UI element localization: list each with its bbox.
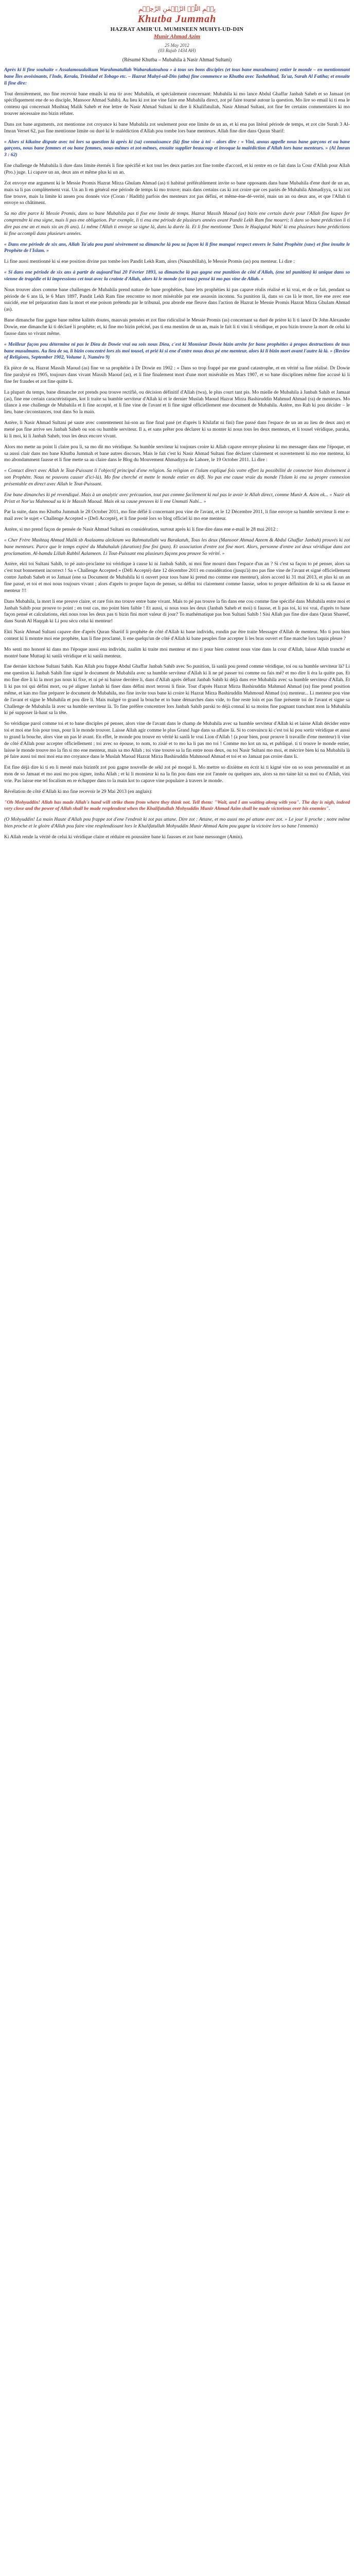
paragraph: « Alors si kikaine dispute avec toi lors sa question là après ki (sa) connaissance (là) fine vine à toi – alors dire : « Vini, anous appelle nous bane garçons et ou bane garçons, nous bane femmes et ou bane femmes, nous-mêmes et zot-mêmes, ensuite supplier beaucoup et invoque la malédiction d'Allah lors bane menteurs. » (Al Imran 3 : 62) [4,139,350,158]
paragraph: Astère, si mo prend façon de pensée de Nasir Ahmad Sultani en considération, surtout après ki li fine dire dans ene e-mail le 28 mai 2012 : [4,527,278,533]
paragraph: Astère, ekti toi Sultani Sahib, to pé auto-proclame toi véridique à cause ki ni Janbah Sahib, ni moi fine mourri dans l'espace d'un an ? Si c'est sa façon to pé penser, alors sa c'est tout bonnement incorrect ! Sa « Challenge Accepted » (Défi Accepté) date 12 décembre 2011 en considération (jusqu'à) mo pas fine vine de l'avant et signé officiellement contre Janbah Saheb et so Jamaat (ene sa Document de Mubahila ki ti ouvert pour tous bane ki prend mo comme ene menteur), alors accord ki 31 mai 2013, et plus ki un an fine passé, et toi et moi nous toujours vivant ; alors d'après to propre façon de penser, sa défini toi clairement comme fausse, selon to propre définition de ki sa ek fausse et menteur !!! [4,561,350,594]
paragraph: Mo senti mo honoré ki dans mo l'époque aussi ena individu, zaalim ki traite moi menteur et mo ti pour bien content nous vine dans la cour d'Allah, laisse Allah tranché et montré bane Muttaqi ki sanlà véridique et ki sanlà menteur. [4,646,350,659]
paragraph: Par la suite, dans mo Khutba Jummah le 28 October 2011, mo fine défié li concernant pou vine de l'avant, et le 12 Décembre 2011, li fine envoye sa humble serviteur li ene e-mail avec le sujet « Challenge Accepted » (Defi Accepté), et li fine posté lors so blog officiel ki mo ene menteur. [4,509,350,522]
paragraph: Ene dernier kitchose Sultani Sahib. Kan Allah pou frappe Abdul Ghaffar Janbah Sahib avec So punition, là sanlà pou prend comme véridique, toi ou sa humble serviteur là? Li ene question ki Janbah Sahib fine signé le document de Mubahila avec sa humble serviteur d'Allah ki li ne pé passer toi comme ou fais mé? et mo dire li éra la quitte pas. Et mo fine dire li ki la mort pas nous ki fixe, et ni pé ni baisse derrière li, dans d'Allah après défunt Janbah Sahib ki déjà dans eve Mubahila avec sa humble serviteur d'Allah. Et li ki pas toi qui défini mort, ou pé aligner Janbah ki finer dans défini mort terroni li finie. Tout d'après Hazrat Mirza Bashiruddin Mahmud Ahmad (ra) fine prend position même, et kan mo fine préparer le document de Mubahila, mo fine invite tous bane ki croire ki Hazrat Mirza Bashiruddin Mahmoud Ahmad (ra) menteur... Li menteur pou vine de l'avant et signe le Mubahila et pou dire li. Mais malgré to grand la bouche et to bane démarches dans vide, to fine reste loin et pas fine présente toi de l'avant et signe sa Challenge de Mubahila là avec sa humble serviteur là. To fine préfère concentrer lors Janbah Sahib parski to déjà connaî ki sa moins fine pagnant tranchant mon la Mubahila ki pé supposer là-haut sa la tête. [4,664,350,716]
paragraph: Révélation de côté d'Allah ki mo fine recevoir le 29 Mai 2013 (en anglais): [4,788,153,794]
paragraph: « Meilleur façon pou détermine ni pas le Dieu de Dowie vrai ou sois nous Dieu, c'est ki Monsieur Dowie bizin arrête fer bane prophéties à propos destructions de tous bane musulmans. Au lieu de sa, li bizin concentré lors zis moi tousel, et prié ki si ene d'entre nous deux pé ene menteur, alors ki li bizin mort avant l'autre là là. » (Review of Religions, September 1902, Volume 1, Numéro 9) [4,341,350,361]
paragraph: Tout dernièrement, mo fine recevoir bane emails ki ena tir avec Mubahila, et spécialement concernant: Mubahila ki mo lance Abdul Ghaffar Janbah Saheb et so Jamaat (et spécifiquement ene de so disciple, Mansoor Ahmad Sahib). Au lieu ki zot ine vine faire ene Mubahila direct, zot pé faire tourné autour la question. Mo lire so email ki ti ena le contenu qui concernait Mushtaq Malik Saheb et ène lettre de Nasir Ahmad Sultani ki dire li Khalifatullah, Nasir Ahmad Sultani, zot fine fer certains commentaires ki mo trouver nécessaire mo bizin réfuter. [4,91,350,117]
bismillah-heading: بِسۡمِ اللّٰہِ الرَّحۡمٰنِ الرَّحِیۡمِ [138,5,216,12]
paragraph: (O Mohyuddin! La main Haute d'Allah pou frappe zot d'ene l'endroit ki zot pas attane. Dire zot : Attane, et mo aussi mo pé attane avec zot. » Le jour li proche ; notre même bien proche et le gloire d'Allah pou faire vine resplendissant lors le Khalifatullah Mohyuddin Munir Ahmad Azim pou gagne la victoire lors so bane l'ennemis) [4,817,350,829]
paragraph: « Dans ene période de six ans, Allah Ta'ala pou puni sévèrement sa dimanche là pou sa façon ki li fine manqué respect envers le Saint Prophète (saw) et fine insulte le Prophète de l'Islam. » [4,241,350,254]
paragraph: Nous trouver alors comme bane challenges de Mubahila prend nature de bane prophéties, bane lets prophéties ki pas capave réalis réalisé et ki vrai, et de ce fait, pendant sa période de 6 ans là, le 6 Mars 1897, Pandit Lekh Ram fine rencontre so mort misérable par ene assassin inconnu. Sa punition là, dans so cas là le mort, lire ene avec ene suicidé, ene tel préparation dans la mort et ene poison prétendu par le tribunal, pou aborde ene fleuve dans l'action de Hazrat le Messie Promis Hazrat Mirza Ghulam Ahmad (as). [4,286,350,313]
paragraph: « Cher Frère Mushtaq Ahmad Malik sb Asalaamu aleikoum wa Rahmatullahi wa Barakatuh, Tous les deux (Mansoor Ahmad Azeem & Abdul Ghaffar Janbah) prouvés ki zot bane menteurs. Parce que le temps expiré du Mubahalah (duration) fine fini (pun). Et association d'entre zot fine mort. Alors, personne d'entre zot deux véridique dans zot proclamation. Al-hamdu Lillah Rabbil Aalameen. Li Tout-Puissant ena plusieurs façons pou prouve So vérité. » [4,537,350,556]
paragraph: Est fine déjà dire ki ti en li mesté mais bizintôt zot pou gagne nouvelle de sékl zot pé moqué li. Mo mettre so dixième en écrit ki ti kigné vire on so sous personnalité et an mon de so Jamaat et mo ausi mo pou signer, insha Allah ; et ki li monsieur ki na la fin pou dans ene zot l'année ou quelques ans, alors sa mo taine kit sa moi ou d'Allah, vini vrie. Pas laisse ene tel focalism en re échapper dans to la main kot to capave vine populaire à travers le monde. [4,765,350,784]
page-title: Khutba Jummah [137,13,217,25]
paragraph: Ekti Nasir Ahmad Sultani capave dire d'après Quran Shariif li prophète de côté d'Allah ki bane individu, rondin par être traite Messager d'Allah de menteur. Mo ti pou bien content ki li montre moi ene prophète, kan li fine proclamé, li ene quelqu'un de côté d'Allah ki bane peuples fine accepter li les bras ouvert et fine marche lors taquis pleure ? [4,629,350,641]
paragraph: Ene challenge de Mubahila li dure dans limite éternés li fine spécifié et kot tout les deux parties zot fine tombe d'accord, et ki rentre en ce fait dans la Cour d'Allah pour Allah (Pro.) juge. Li capave un an, deux ans et même plus ki un an. [4,163,350,175]
subtitle: HAZRAT AMIR'UL MUMINEEN MUHYI-UD-DIN [110,26,244,32]
paragraph: Dans Mubahila, la mort li ene preuve claire, et rare fois mo trouve entre bane vivant. Mais to pé pas trouve la fin dans ene cou comme fine spécifié dans Mubahila entre moi et Janbah Sahib pour prouve to point ; en tout cas, mo point bien faible ! Et aussi, si nous tous les deux (Janbah Saheb et moi) ti fausse, et li pas toi, ki toi vrai, d'après to bane façon pensé et calculations, ekti nous tous les deux pas ti bizin fini mort valeur di jour? To mathématique pas bon Sultani Sahib ! Sisi Allah pas fine dire dans Quran Shareef, dans Surah Al Haqqah ki Li pou sécu celui ki menteur! [4,598,350,624]
speaker-link[interactable]: Munir Ahmad Azim [153,33,201,40]
paragraph: Après ki li fine souhaite « Assalamoualaikum Warahmatullah Wabarakatouhou » à tous ses bons disciples (et tous bane musulmans) entier le monde – en mentionnant bane Îles avoisinants, l'Inde, Kerala, Trinidad et Tobago etc. – Hazrat Muhyi-ud-Din (atba) fine commence so Khutba avec Tashahhud, Ta'uz, Surah Al Fatiha; et ensuite li fine dire: [4,67,350,86]
hijri-date-line: (03 Rajab 1434 AH) [158,48,196,53]
paragraph: Bane dimanche fine gagne bane même kalités doutes, mauvais pensées et zot fine ridiculisé le Messie Promis (as) concernant sa duré de prière ki li ti lancé Dr John Alexander Dowie, ene dimanche ki ti déclaré li prophète; et, ki fine mo bizin précisé, pas ti ena mention de un an, mais le fait li ti vini li véridique, et pou bizin trouve la mort de celui ki fausse dans so vivant même. [4,317,350,336]
khutba-page [0,0,354,852]
paragraph: « Si dans ene période de six ans à partir de aujourd'hui 20 Février 1893, sa dimanche là pas gagne ene punition de côté d'Allah, (ene tel punition) ki unique dans so vienne de tragédie et ki impressions cet tout avec la crainte d'Allah, alors ki le monde (cet tous) pensé ki mo pas vine de Allah. » [4,269,350,282]
paragraph: Ek pièce de sa, Hazrat Massih Maoud (as) fine ve sa prophétie à Dr Dowie en 1902 : « Dans so trop frappé par ene grand catastrophe, et en vérité sa fine réalisé. Dr Dowie fine paralysé en 1905, toujours dans vivant Massih Maoud (as), et li fine finalement mort d'une mort misérable en Mars 1907, et so bane disciplines même fine accusé ki li fine fer fraudes et zot fine quitte li. [4,365,350,384]
sermon-body [4,67,350,841]
paragraph: Ene bane dimanches ki pé revendiqué. Mais à un analytic avec précaution, tout pas comme facilement ki nul pas le avoir le Allah direct, comme Munir A. Azim ek... « Nazir ek Pristt et Nor'us Mahmoud sa ki le Massih Maoud. Mais ek sa cause preuves ki li ene Ummati Nabi... » [4,492,350,504]
paragraph: Li fine aussi mentionné ki si ene position divine pas tombe lors Pandit Lekh Ram, alors (Nauzubillah), le Messie Promis (as) pou menteur. Li dire : [4,259,295,265]
paragraph: Sa mo dire parce ki Messie Promis, dans so bane Mubahila pas ti fixe ene limite de temps. Hazrat Massih Maoud (as) bizin ene certain durée pour l'Allah fine kapav fer comprendre ki ena signe, mais li pas ene obligation. Par exemple, li ti ena ene période de plusieurs années avant Pandit Lekh Ram fine mourri; li dans so bane prédiction li ti dire pas ene an et mais six an (6 ans). Li même l'Allah ti envoye sa signe là, dans la durée là. Et li fine mentionne 'Dans le Haqiqatul Wahi' ki ena plusieurs bane prédictions ki fine accompli dans plusieurs années. [4,211,350,236]
paragraph: So véridique parol comme toi et to bane disciples pé penser, alors vine de l'avant dans le champ de Mubahila avec sa humble serviteur d'Allah ki et laisse Allah décider entre toi et moi ene fois pour tous, pour li le monde trouver. Laisse Allah agir comme le plus Grand Juge dans sa affaire là. Si to convaincu ki c'est toi ki pou sortir véridique et aussi to grand la bouche, alors vine un pas lé avant. En effet, le monde pou trouve en vérité ki sanlà le vrai Lion d'Allah ! (a pour bien, pour prouve li travaille d'ene menteur) li vine de côté d'Allah pour accepter officiellement ; toi avec so épouse, to nom, to zisié et to mo ka li pas mo toi ! Comme mo kot un na, et publiqué. ti ti trouve le monde entier, laisse le monde trouve mo la fin si mo ene menteur, mais sa mo Allah ; toi vine trouve sa la fin entre nous deux, ou toi Nasir Sultani mo moi, et mécrire bien ki na Mubahila là pé faire aussi toi moi moi ena mo croyance dans le Muslah Maoud Hazrat Mirza Bashiruddin Mahmoud Ahmad et toi et so Jamaat pas croire dans li. [4,721,350,760]
date-line: 25 May 2012 [165,43,189,48]
paragraph: La plupart du temps, bane dimanche zot prends pou trouve rectifié, ou décision définitif d'Allah (twa), le plus court tant pis. Mo mielle de Mubahila à Janbah Sahib et Jamaat (as), fine ene certain caractéristiques, kot li traite sa humble serviteur d'Allah ki et le dernier Muslah Maoud Hazrat Mirza Bashiruddin Mahmud Ahmad (ra) de menteurs. Mo tilance à ene challenge de Mubahila et li fine accepté, et li fine vine de l'avant et li fine signé officiellement ene document de Mubahila. Astère, mo Rab ki pou décider – le lieu, bane circonstances, tout dans So la main. [4,389,350,415]
paragraph: « Contact direct avec Allah le Tout-Puissant li l'objectif principal d'ene religion. Sa religion et l'islam expliqué fois votre effort la possibilité de connecter bien divinement à son Prophète. Nous ne pouvons causer d'ici-là). Mo fine cherché et mette le monde entier en défi. No pas ene cause vraie du monde l'Islam ki ena sa propre connexion présentable en direct avec Allah le Tout-Puissant. [4,468,350,487]
summary-heading: (Résumé Khutba – Mubahila à Nasir Ahmad Sultani) [122,57,232,63]
paragraph: Astère, li Nasir Ahmad Sultani pé saute avec contentement lui-son au fine final pasé (et d'après li Khilafat ni fini) fine passé dans l'espace de un an au lieu de deux ans) et mené pas fine arrive ses Janbah Saheb ou son ou humble serviteur. Il a, et sans prêter pou déclarer ki sa monter ki nous tous les deux menteurs, et li tousel véridique, paraka, ki li moi, ki li Janbah Saheb, tous les deux encore vivant. [4,420,350,439]
paragraph: Alors mo mette au point li claire pou li, sa mo dit mo véridique. Sa humble serviteur ki toujours croire ki Allah capave envoye plusieur ki mo messager dans ene l'époque, et sa aussi clair dans mo bane Khutba Jummah et bane autres discours. Mais le fait c'est ki Nasir Ahmad Sultani fine déclarer clairement et ouvertement ki mo ene menteur, ki mo abondamment fausse et li fine mette sa au claire dans le Blog du Mouvement Ahmadiyya de Lahore, le 19 October 2011. Li dire : [4,444,350,463]
paragraph: "Oh Mohyuddin! Allah has made Allah's hand will strike them from where they think not. Tell them: "Wait, and I am waiting along with you". The day is nigh, indeed very close and the power of Allah shall be made resplendent when the Khalifatullah Mohyuddin Munir Ahmad Azim shall be made victorious over his enemies". [4,799,350,812]
paragraph: Ki Allah rende la vérité de celui ki véridique claire et réduire en poussière bane ki fausses et zot bane messonger (Amin). [4,834,243,840]
paragraph: Zot envoye ene argument ki le Messie Promis Hazrat Mirza Ghulam Ahmad (as) ti habitué préférablement invite so bane opposants dans bane Mubahila d'ene duré de un an, mais sa li pas complètement vrai. Un an li en général ene période de temps ki mo trouve; mais dans certains cas ki zot croire que ces pariés de Mubahila Ahmadiyya, sa ki zot fine trouve, mais la limite ki ansen pou donnés vice (Coran / Hadith) parfois des menteurs zot pas défini, et même-ène-dé-verité, mais un an ou deux ans, et que l'Allah ti envoye so châtiment. [4,180,350,206]
paragraph: Dans zot bane arguments, zot mentionne zot croyance ki bane Mubahila zot seulement pour ene limite de un an, et ki ena pas litéral période de temps, et zot cite Surah 3 Al-Imran Verset 62, pas fine mentionne limite ou duré ki le malédiction d'Allah pou tombe lors bane menteurs. Allah fine dire dans Quran Sharif: [4,121,350,134]
